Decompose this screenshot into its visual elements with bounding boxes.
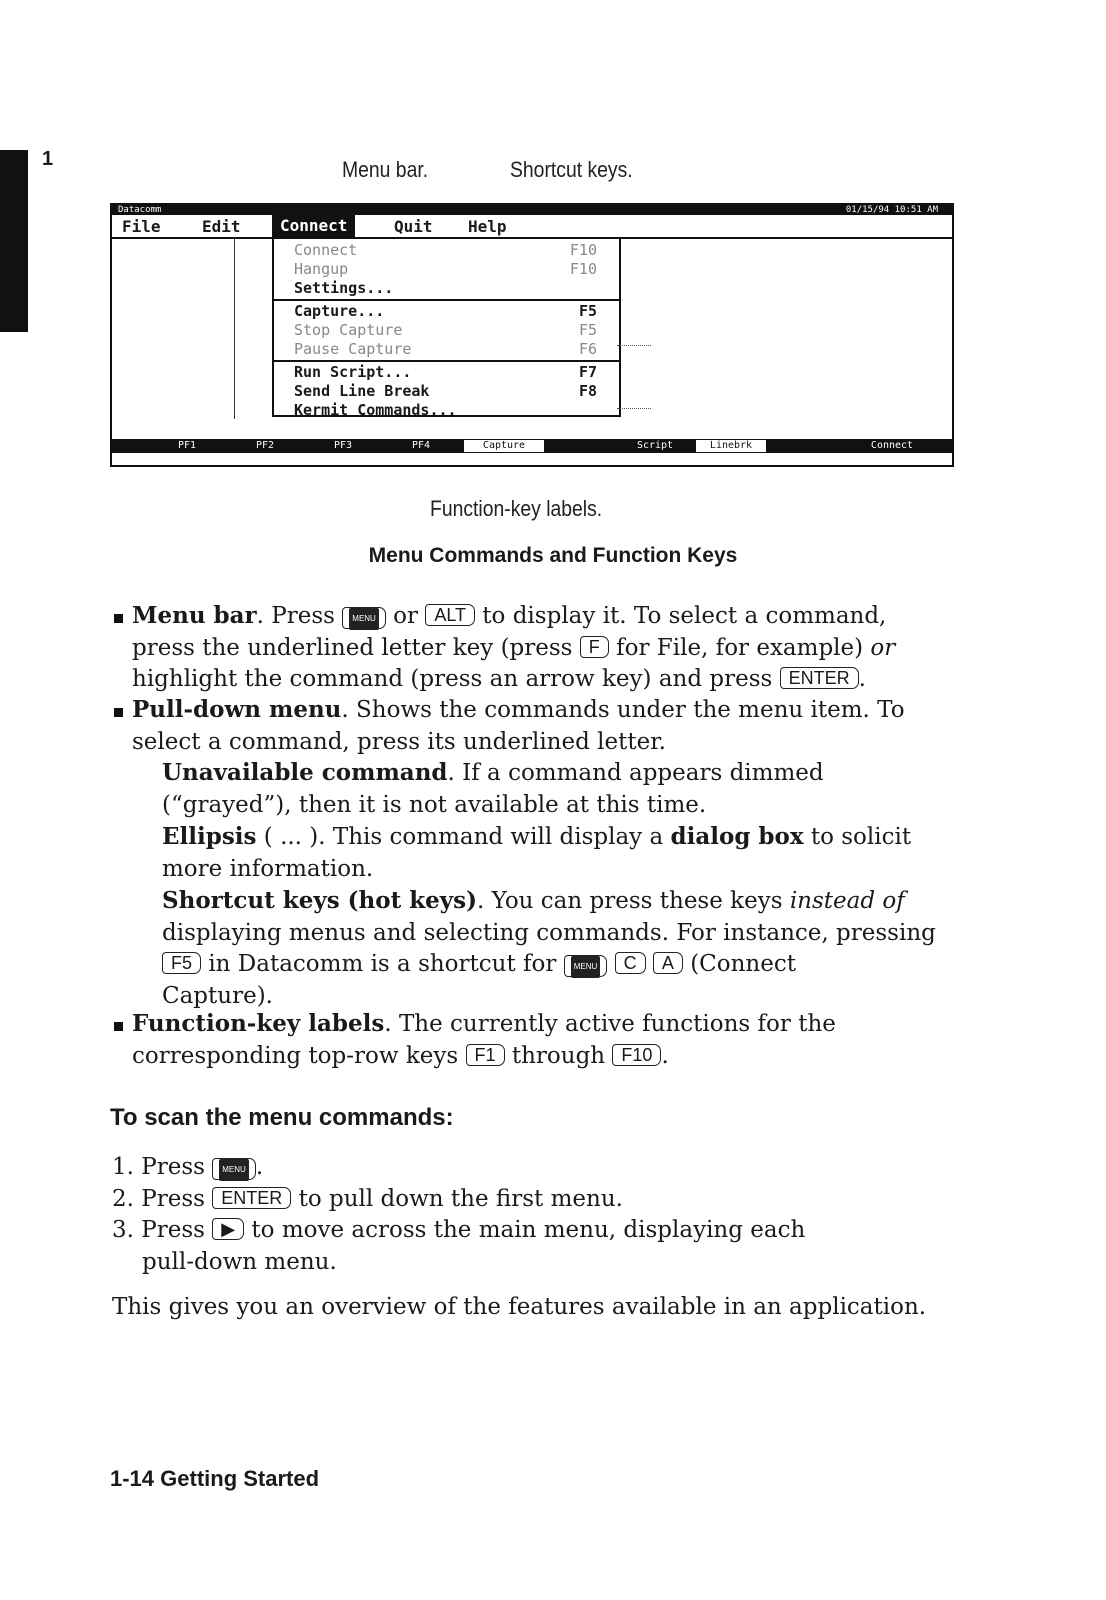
menu-separator	[274, 360, 619, 362]
page-footer: 1-14 Getting Started	[110, 1466, 320, 1491]
paragraph-function-key-labels: Function-key labels. The currently active functions for the corresponding top-row keys F1 through F10 .	[132, 1010, 836, 1069]
unavailable-leader-line	[617, 345, 651, 346]
fkey-label[interactable]: PF2	[255, 440, 275, 451]
alt-key: ALT	[425, 604, 475, 626]
fkey-label[interactable]	[552, 440, 612, 452]
function-key-bar	[112, 439, 952, 453]
enter-key: ENTER	[780, 667, 859, 689]
fkey-label[interactable]: Capture	[464, 440, 544, 452]
menu-item-kermit-commands[interactable]: Kermit Commands...	[294, 401, 457, 415]
menu-item-connect[interactable]: Connect F10	[294, 241, 597, 259]
f5-key: F5	[162, 952, 201, 974]
menu-key: MENU	[564, 955, 608, 977]
f-key: F	[580, 636, 609, 658]
fkey-label[interactable]: PF3	[333, 440, 353, 451]
title-bar	[112, 205, 952, 215]
bullet-icon	[114, 1022, 123, 1031]
fkey-label[interactable]: Linebrk	[696, 440, 766, 452]
right-arrow-key-icon: ▶	[212, 1218, 244, 1240]
menu-item-capture[interactable]: Capture... F5	[294, 302, 597, 320]
dialog-leader-line	[617, 408, 651, 409]
chapter-tab-marker	[0, 150, 28, 332]
enter-key: ENTER	[212, 1187, 291, 1209]
menu-edit[interactable]: Edit	[202, 217, 241, 236]
fkey-label[interactable]: Script	[636, 440, 674, 451]
fkey-label[interactable]: Connect	[870, 440, 914, 451]
datacomm-screen	[110, 203, 954, 467]
term: Menu bar	[132, 602, 257, 629]
f10-key: F10	[612, 1044, 661, 1066]
menu-separator	[274, 299, 619, 301]
term: Ellipsis	[162, 823, 257, 850]
menu-item-settings[interactable]: Settings...	[294, 279, 394, 297]
datetime: 01/15/94 10:51 AM	[845, 205, 938, 215]
term: Function-key labels	[132, 1010, 385, 1037]
callout-function-key-labels: Function-key labels.	[430, 496, 603, 521]
fkey-label[interactable]: PF4	[411, 440, 431, 451]
paragraph-pulldown-menu: Pull-down menu. Shows the commands under the menu item. To select a command, press its underlined letter.	[132, 696, 905, 755]
callout-shortcut-keys: Shortcut keys.	[510, 157, 633, 182]
step-3: 3. Press ▶ to move across the main menu, displaying each	[112, 1217, 806, 1243]
menu-item-run-script[interactable]: Run Script... F7	[294, 363, 597, 381]
menu-bar	[112, 215, 952, 239]
term: Unavailable command	[162, 759, 448, 786]
menu-help[interactable]: Help	[468, 217, 507, 236]
fkey-label[interactable]	[772, 440, 842, 452]
procedure-heading: To scan the menu commands:	[110, 1104, 454, 1131]
callout-menu-bar: Menu bar.	[342, 157, 429, 182]
menu-item-hangup[interactable]: Hangup F10	[294, 260, 597, 278]
app-title: Datacomm	[118, 205, 162, 215]
menu-key: MENU	[342, 607, 386, 629]
menu-item-pause-capture[interactable]: Pause Capture F6	[294, 340, 597, 358]
paragraph-unavailable-command: Unavailable command. If a command appears dimmed (“grayed”), then it is not available at this time. Ellipsis ( ... ). This command will display a dialog box to solicit more information. Shortcut keys (hot keys). You can press these keys instead of displaying menus and selecting commands. For instance, pressing F5 in Datacomm is a shortcut for MENU C A (Connect Capture).	[162, 759, 936, 1009]
fkey-label[interactable]: PF1	[177, 440, 197, 451]
pulldown-leader-line	[234, 239, 235, 419]
chapter-number: 1	[42, 148, 54, 170]
menu-key: MENU	[212, 1158, 256, 1180]
a-key: A	[653, 952, 683, 974]
figure-caption: Menu Commands and Function Keys	[368, 544, 738, 567]
c-key: C	[615, 952, 646, 974]
menu-connect[interactable]: Connect	[272, 215, 355, 237]
term: Shortcut keys (hot keys)	[162, 887, 478, 914]
step-2: 2. Press ENTER to pull down the first menu.	[112, 1185, 623, 1212]
procedure-steps: 1. Press MENU . 2. Press ENTER to pull down the first menu. 3. Press ▶ to move across the main menu, displaying each pull-down menu.	[112, 1154, 806, 1275]
bullet-icon	[114, 708, 123, 717]
summary-text: This gives you an overview of the features available in an application.	[112, 1294, 927, 1320]
menu-quit[interactable]: Quit	[394, 217, 433, 236]
menu-item-send-line-break[interactable]: Send Line Break F8	[294, 382, 597, 400]
menu-file[interactable]: File	[122, 217, 161, 236]
term: Pull-down menu	[132, 696, 342, 723]
menu-item-stop-capture[interactable]: Stop Capture F5	[294, 321, 597, 339]
f1-key: F1	[466, 1044, 505, 1066]
step-1: 1. Press MENU .	[112, 1154, 264, 1180]
paragraph-menu-bar: Menu bar. Press MENU or ALT to display it. To select a command, press the underlined letter key (press F for File, for example) or highlight the command (press an arrow key) and press ENTER .	[132, 602, 896, 692]
bullet-icon	[114, 614, 123, 623]
connect-dropdown-menu	[272, 237, 621, 417]
